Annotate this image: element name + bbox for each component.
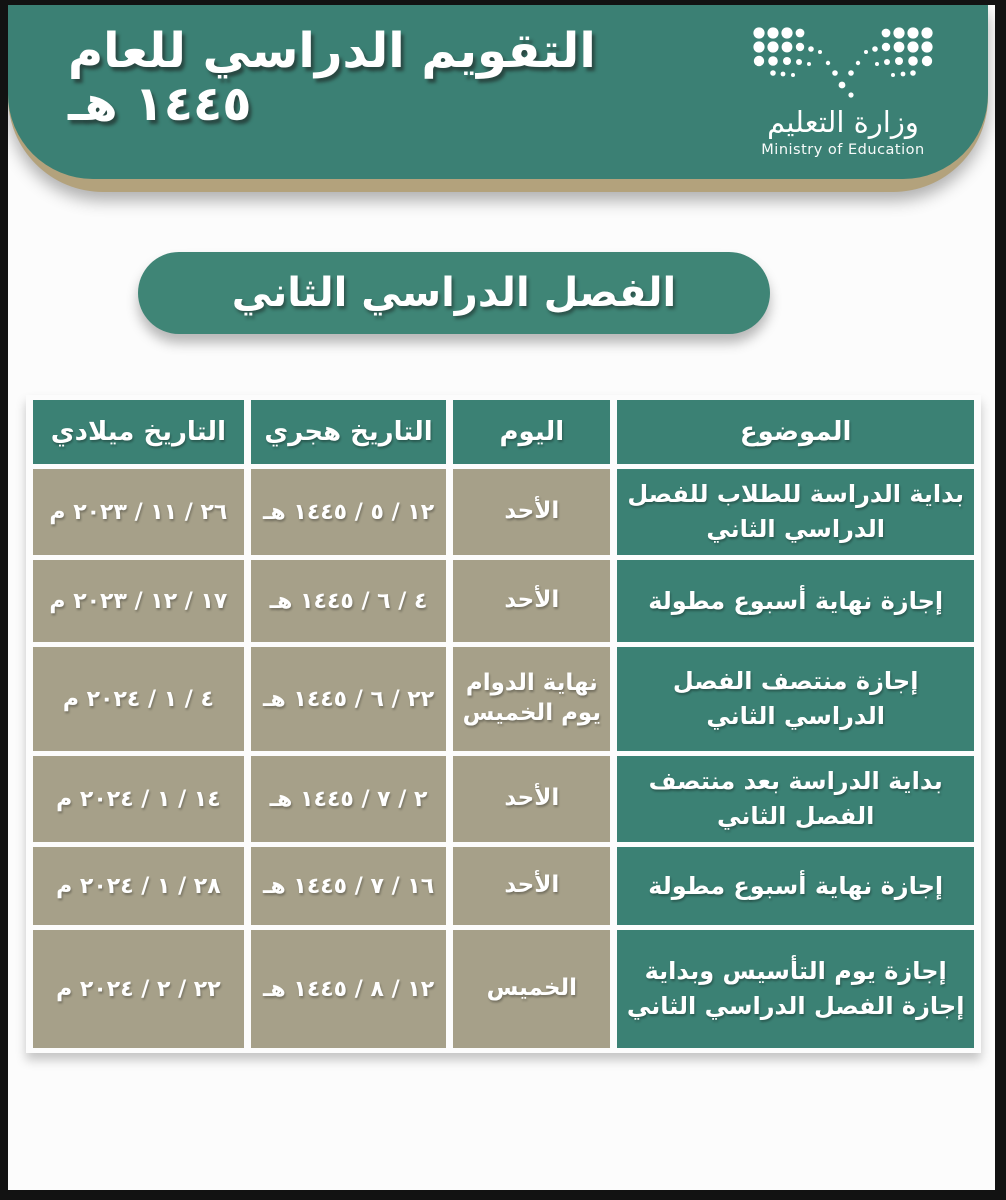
cell-subject: بداية الدراسة بعد منتصف الفصل الثاني <box>617 756 974 842</box>
cell-hijri: ٤ / ٦ / ١٤٤٥ هـ <box>251 560 447 642</box>
cell-subject: إجازة نهاية أسبوع مطولة <box>617 560 974 642</box>
header-row <box>33 400 974 464</box>
column-header-gregorian: التاريخ ميلادي <box>33 400 244 464</box>
table-row <box>33 469 974 555</box>
semester-banner-label: الفصل الدراسي الثاني <box>231 270 677 316</box>
ministry-logo <box>738 23 948 158</box>
cell-hijri: ١٦ / ٧ / ١٤٤٥ هـ <box>251 847 447 925</box>
cell-subject: إجازة نهاية أسبوع مطولة <box>617 847 974 925</box>
calendar-table-wrap <box>26 395 981 1053</box>
semester-banner <box>138 252 770 334</box>
ministry-logo-dots-icon <box>745 23 941 101</box>
cell-gregorian: ٢٦ / ١١ / ٢٠٢٣ م <box>33 469 244 555</box>
table-row <box>33 847 974 925</box>
ministry-name-english: Ministry of Education <box>761 142 925 158</box>
cell-gregorian: ١٤ / ١ / ٢٠٢٤ م <box>33 756 244 842</box>
cell-day: الأحد <box>453 469 610 555</box>
calendar-table <box>26 395 981 1053</box>
column-header-subject: الموضوع <box>617 400 974 464</box>
cell-subject: بداية الدراسة للطلاب للفصل الدراسي الثاني <box>617 469 974 555</box>
calendar-table-head <box>33 400 974 464</box>
cell-day: الأحد <box>453 756 610 842</box>
column-header-day: اليوم <box>453 400 610 464</box>
header-band <box>8 5 988 192</box>
header-band-fill <box>8 5 988 179</box>
column-header-hijri: التاريخ هجري <box>251 400 447 464</box>
cell-gregorian: ١٧ / ١٢ / ٢٠٢٣ م <box>33 560 244 642</box>
cell-hijri: ١٢ / ٨ / ١٤٤٥ هـ <box>251 930 447 1048</box>
cell-hijri: ١٢ / ٥ / ١٤٤٥ هـ <box>251 469 447 555</box>
calendar-table-body <box>33 469 974 1048</box>
cell-hijri: ٢ / ٧ / ١٤٤٥ هـ <box>251 756 447 842</box>
cell-day: الأحد <box>453 560 610 642</box>
table-row <box>33 756 974 842</box>
table-row <box>33 930 974 1048</box>
document-page <box>8 5 995 1190</box>
cell-day: نهاية الدوام يوم الخميس <box>453 647 610 751</box>
cell-day: الأحد <box>453 847 610 925</box>
cell-gregorian: ٢٢ / ٢ / ٢٠٢٤ م <box>33 930 244 1048</box>
cell-gregorian: ٤ / ١ / ٢٠٢٤ م <box>33 647 244 751</box>
cell-subject: إجازة يوم التأسيس وبداية إجازة الفصل الدراسي الثاني <box>617 930 974 1048</box>
table-row <box>33 647 974 751</box>
table-row <box>33 560 974 642</box>
cell-subject: إجازة منتصف الفصل الدراسي الثاني <box>617 647 974 751</box>
cell-day: الخميس <box>453 930 610 1048</box>
cell-gregorian: ٢٨ / ١ / ٢٠٢٤ م <box>33 847 244 925</box>
cell-hijri: ٢٢ / ٦ / ١٤٤٥ هـ <box>251 647 447 751</box>
page-title: التقويم الدراسي للعام ١٤٤٥ هـ <box>68 23 596 132</box>
ministry-name-arabic: وزارة التعليم <box>767 105 919 139</box>
